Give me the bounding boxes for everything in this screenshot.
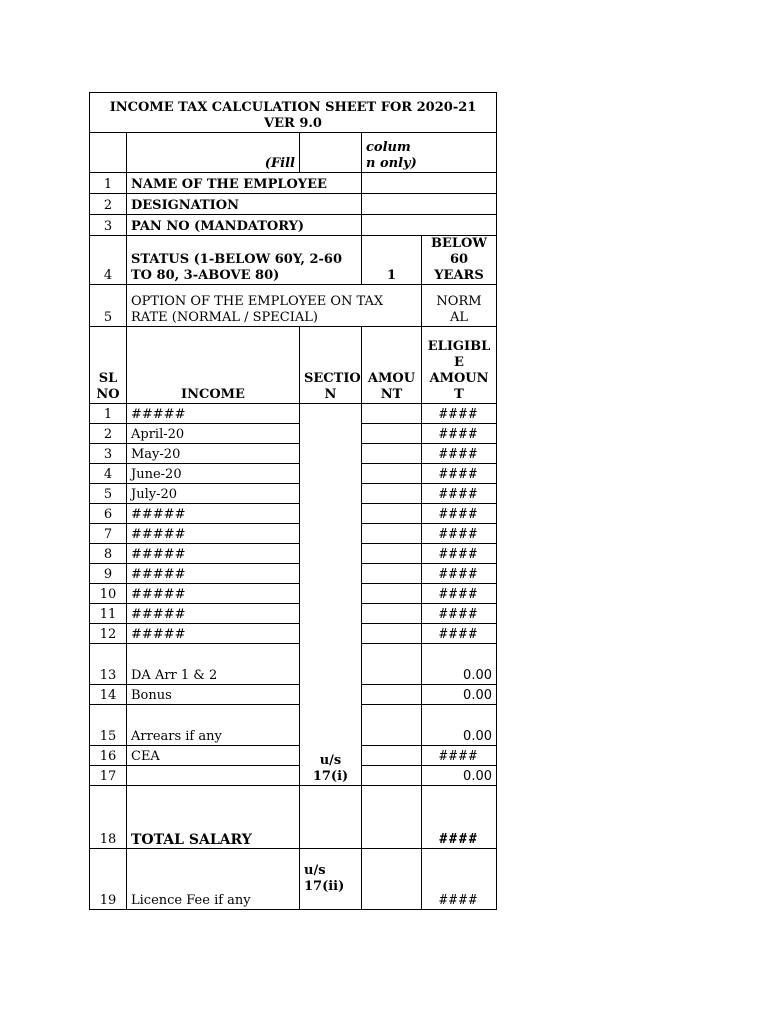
table-row (90, 424, 497, 444)
eligible-amount: #### (422, 746, 497, 766)
blank-cell (362, 786, 422, 849)
amount-input[interactable] (362, 604, 422, 624)
row-number: 19 (90, 849, 127, 910)
section-header (300, 327, 362, 404)
table-row (90, 564, 497, 584)
row-number: 1 (90, 404, 127, 424)
amount-input[interactable] (362, 624, 422, 644)
row-number: 5 (90, 285, 127, 327)
option-input[interactable] (422, 285, 497, 327)
row-number: 18 (90, 786, 127, 849)
column-label-line-1: colum (366, 140, 411, 155)
table-row (90, 404, 497, 424)
income-label: DA Arr 1 & 2 (127, 644, 300, 685)
income-label: Arrears if any (127, 705, 300, 746)
income-label: ##### (127, 584, 300, 604)
income-label: ##### (127, 604, 300, 624)
eligible-amount: 0.00 (422, 644, 497, 685)
section-17ii-cell (300, 849, 362, 910)
option-label-line-2: RATE (NORMAL / SPECIAL) (131, 310, 318, 325)
income-label: ##### (127, 404, 300, 424)
section-17ii-line-2: 17(ii) (304, 879, 345, 894)
status-label (127, 236, 362, 285)
eligible-amount: #### (422, 849, 497, 910)
amount-input[interactable] (362, 584, 422, 604)
row-number: 4 (90, 236, 127, 285)
section-header-line-1: SECTIO (304, 371, 361, 386)
eligible-amount: #### (422, 624, 497, 644)
income-header: INCOME (127, 327, 300, 404)
amount-input[interactable] (362, 524, 422, 544)
row-number: 5 (90, 484, 127, 504)
eligible-amount: #### (422, 564, 497, 584)
blank-cell (300, 786, 362, 849)
income-tax-sheet (89, 92, 497, 910)
table-row (90, 604, 497, 624)
row-number: 8 (90, 544, 127, 564)
eligible-amount: #### (422, 504, 497, 524)
licence-fee-row (90, 849, 497, 910)
title-line-2: VER 9.0 (264, 116, 322, 131)
row-number: 15 (90, 705, 127, 746)
amount-header (362, 327, 422, 404)
status-input[interactable]: 1 (362, 236, 422, 285)
option-value-line-2: AL (449, 310, 469, 325)
eligible-amount: #### (422, 444, 497, 464)
blank-cell (300, 133, 362, 173)
eligible-amount: 0.00 (422, 705, 497, 746)
column-label (362, 133, 497, 173)
eligible-header-line-2: E (454, 355, 464, 370)
amount-input[interactable] (362, 484, 422, 504)
option-row (90, 285, 497, 327)
designation-input[interactable] (362, 194, 497, 215)
row-number: 7 (90, 524, 127, 544)
table-row (90, 685, 497, 705)
licence-fee-label: Licence Fee if any (127, 849, 300, 910)
amount-input[interactable] (362, 644, 422, 685)
sl-header-line-1: SL (98, 371, 118, 386)
table-row (90, 766, 497, 786)
fill-label: (Fill (127, 133, 300, 173)
table-row (90, 705, 497, 746)
eligible-header-line-1: ELIGIBL (427, 339, 491, 354)
eligible-amount: 0.00 (422, 766, 497, 786)
total-salary-label: TOTAL SALARY (127, 786, 300, 849)
amount-input[interactable] (362, 685, 422, 705)
income-label (127, 766, 300, 786)
income-label: May-20 (127, 444, 300, 464)
eligible-amount: #### (422, 544, 497, 564)
amount-input[interactable] (362, 464, 422, 484)
eligible-amount: #### (422, 404, 497, 424)
row-number: 11 (90, 604, 127, 624)
option-value-line-1: NORM (436, 294, 482, 309)
status-result-line-2: YEARS (434, 268, 484, 283)
row-number: 17 (90, 766, 127, 786)
amount-input[interactable] (362, 444, 422, 464)
option-label-line-1: OPTION OF THE EMPLOYEE ON TAX (131, 294, 384, 309)
pan-label: PAN NO (MANDATORY) (127, 215, 362, 236)
title-line-1: INCOME TAX CALCULATION SHEET FOR 2020-21 (109, 100, 477, 115)
employee-name-label: NAME OF THE EMPLOYEE (127, 173, 362, 194)
table-row (90, 504, 497, 524)
status-label-line-1: STATUS (1-BELOW 60Y, 2-60 (131, 252, 343, 267)
eligible-amount: #### (422, 584, 497, 604)
income-label: ##### (127, 544, 300, 564)
amount-input[interactable] (362, 544, 422, 564)
eligible-amount: 0.00 (422, 685, 497, 705)
table-row (90, 484, 497, 504)
row-number: 4 (90, 464, 127, 484)
amount-input[interactable] (362, 424, 422, 444)
income-label: ##### (127, 624, 300, 644)
amount-input[interactable] (362, 746, 422, 766)
blank-cell (90, 133, 127, 173)
eligible-amount-header (422, 327, 497, 404)
table-row (90, 524, 497, 544)
option-label (127, 285, 422, 327)
sheet-title (90, 93, 497, 133)
income-label: ##### (127, 564, 300, 584)
row-number: 2 (90, 424, 127, 444)
row-number: 13 (90, 644, 127, 685)
section-17i-cell: u/s 17(i) (300, 404, 362, 786)
income-label: June-20 (127, 464, 300, 484)
eligible-header-line-4: T (454, 387, 464, 402)
table-row (90, 194, 497, 215)
eligible-amount: #### (422, 484, 497, 504)
column-label-line-2: n only) (366, 156, 417, 171)
amount-header-line-2: NT (380, 387, 403, 402)
amount-input[interactable] (362, 504, 422, 524)
table-row (90, 444, 497, 464)
table-row (90, 464, 497, 484)
table-row (90, 624, 497, 644)
row-number: 1 (90, 173, 127, 194)
pan-input[interactable] (362, 215, 497, 236)
row-number: 14 (90, 685, 127, 705)
section-header-line-2: N (324, 387, 337, 402)
amount-input[interactable] (362, 766, 422, 786)
designation-label: DESIGNATION (127, 194, 362, 215)
eligible-amount: #### (422, 464, 497, 484)
table-row (90, 644, 497, 685)
row-number: 12 (90, 624, 127, 644)
status-row (90, 236, 497, 285)
sl-header-line-2: NO (96, 387, 120, 402)
income-label: Bonus (127, 685, 300, 705)
employee-name-input[interactable] (362, 173, 497, 194)
row-number: 9 (90, 564, 127, 584)
row-number: 16 (90, 746, 127, 766)
eligible-amount: #### (422, 604, 497, 624)
section-17ii-line-1: u/s (304, 863, 326, 878)
eligible-amount: #### (422, 424, 497, 444)
row-number: 3 (90, 444, 127, 464)
status-label-line-2: TO 80, 3-ABOVE 80) (131, 268, 280, 283)
table-row (90, 173, 497, 194)
amount-input[interactable] (362, 705, 422, 746)
row-number: 3 (90, 215, 127, 236)
amount-input[interactable] (362, 404, 422, 424)
total-salary-amount: #### (422, 786, 497, 849)
table-row (90, 584, 497, 604)
table-row (90, 544, 497, 564)
amount-input[interactable] (362, 564, 422, 584)
income-label: April-20 (127, 424, 300, 444)
table-row (90, 746, 497, 766)
income-label: ##### (127, 504, 300, 524)
eligible-amount: #### (422, 524, 497, 544)
status-result (422, 236, 497, 285)
income-label: July-20 (127, 484, 300, 504)
income-label: ##### (127, 524, 300, 544)
table-row (90, 215, 497, 236)
header-row (90, 327, 497, 404)
sl-no-header (90, 327, 127, 404)
amount-input[interactable] (362, 849, 422, 910)
row-number: 6 (90, 504, 127, 524)
eligible-header-line-3: AMOUN (429, 371, 489, 386)
row-number: 2 (90, 194, 127, 215)
status-result-line-1: BELOW 60 (431, 236, 487, 267)
total-salary-row (90, 786, 497, 849)
amount-header-line-1: AMOU (367, 371, 416, 386)
income-label: CEA (127, 746, 300, 766)
row-number: 10 (90, 584, 127, 604)
